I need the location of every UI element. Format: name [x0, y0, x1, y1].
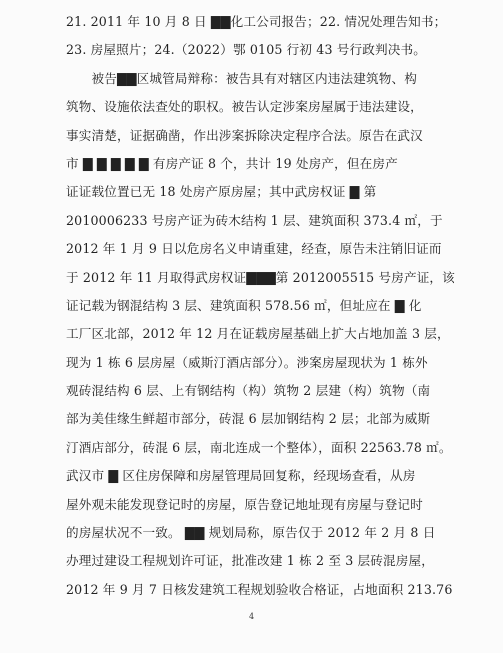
text-line-19: 的房屋状况不一致。 ▇▇ 规划局称，原告仅于 2012 年 2 月 8 日	[66, 525, 436, 541]
text-line-11: 证记载为钢混结构 3 层、建筑面积 578.56 ㎡，但址应在 ▇ 化	[66, 297, 422, 313]
text-line-8: 2010006233 号房产证为砖木结构 1 层、建筑面积 373.4 ㎡，于	[66, 212, 443, 228]
text-line-20: 办理过建设工程规划许可证，批准改建 1 栋 2 至 3 层砖混房屋，	[66, 553, 435, 569]
text-line-16: 汀酒店部分，砖混 6 层，南北连成一个整体），面积 22563.78 ㎡。	[66, 439, 452, 455]
text-line-9: 2012 年 1 月 9 日以危房名义申请重建，经查，原告未注销旧证而	[66, 241, 442, 257]
text-line-3: 被告▇▇区城管局辩称：被告具有对辖区内违法建筑物、构	[66, 70, 418, 86]
text-line-21: 2012 年 9 月 7 日核发建筑工程规划验收合格证，占地面积 213.76	[66, 581, 453, 597]
text-line-17: 武汉市 ▇ 区住房保障和房屋管理局回复称，经现场查看，从房	[66, 468, 416, 484]
text-line-10: 于 2012 年 11 月取得武房权证▇▇▇第 2012005515 号房产证，该	[66, 269, 455, 285]
text-line-2: 23. 房屋照片；24.（2022）鄂 0105 行初 43 号行政判决书。	[66, 42, 426, 58]
text-line-4: 筑物、设施依法查处的职权。被告认定涉案房屋属于违法建设，	[66, 99, 423, 115]
text-line-15: 部为美佳缘生鲜超市部分，砖混 6 层加钢结构 2 层；北部为威斯	[66, 411, 431, 427]
text-line-6: 市 ▇ ▇ ▇ ▇ ▇ 有房产证 8 个，共计 19 处房产，但在房产	[66, 155, 398, 171]
document-body	[66, 8, 458, 604]
text-line-12: 工厂区北部，2012 年 12 月在证载房屋基础上扩大占地加盖 3 层，	[66, 326, 450, 342]
text-line-7: 证证载位置已无 18 处房产原房屋；其中武房权证 ▇ 第	[66, 184, 377, 200]
text-line-13: 现为 1 栋 6 层房屋（威斯汀酒店部分）。涉案房屋现状为 1 栋外	[66, 354, 428, 370]
text-line-14: 观砖混结构 6 层、上有钢结构（构）筑物 2 层建（构）筑物（南	[66, 383, 431, 399]
text-line-18: 屋外观未能发现登记时的房屋，原告登记地址现有房屋与登记时	[66, 496, 423, 512]
text-line-1: 21. 2011 年 10 月 8 日 ▇▇化工公司报告；22. 情况处理告知书；	[66, 14, 447, 29]
text-line-5: 事实清楚，证据确凿，作出涉案拆除决定程序合法。原告在武汉	[66, 127, 423, 143]
page-number: 4	[248, 612, 255, 621]
